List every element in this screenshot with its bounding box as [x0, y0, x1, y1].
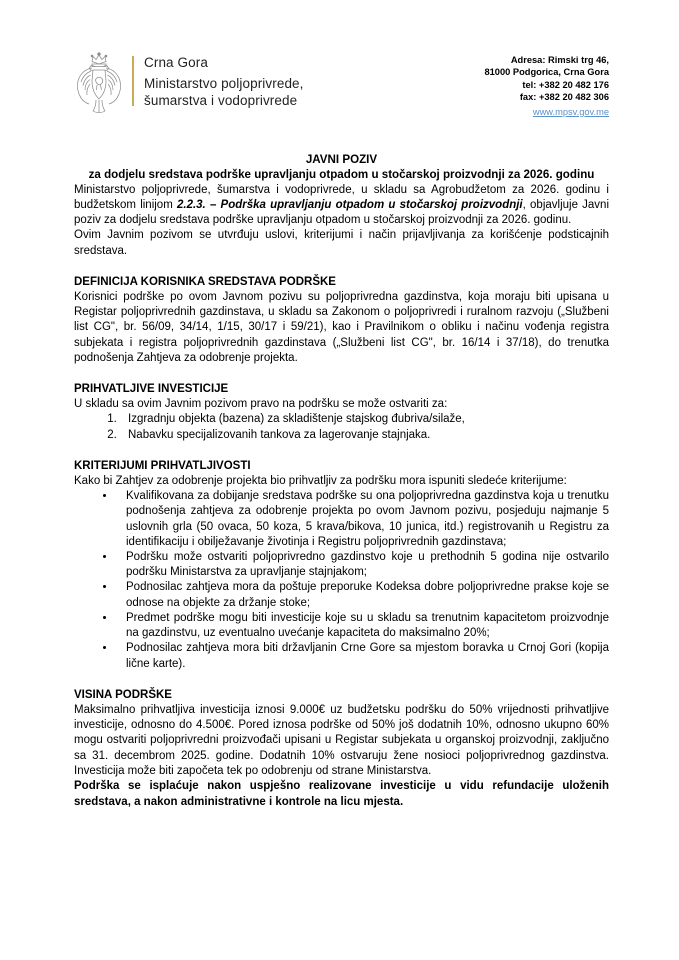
address-street: Adresa: Rimski trg 46, — [510, 55, 609, 65]
beneficiaries-paragraph: Korisnici podrške po ovom Javnom pozivu su poljoprivredna gazdinstva, koja moraju biti upisana u Registar poljoprivrednih gazdinstava, u skladu sa Zakonom o poljoprivredi i ruralnom razvoju („Službeni list CG", br. 56/09, 34/14, 1/15, 30/17 i 59/21), kao i Pravilnikom o obliku i načinu vođenja registra subjekata i registra poljoprivrednih gazdinstava („Službeni list CG", br. 16/14 i 37/18), do trenutka podnošenja Zahtjeva za odobrenje projekta. — [74, 291, 609, 364]
ministry-name-line2: šumarstva i vodoprivrede — [144, 93, 298, 108]
country-name: Crna Gora — [144, 55, 208, 70]
ministry-name — [144, 75, 304, 109]
criteria-lead: Kako bi Zahtjev za odobrenje projekta bio prihvatljiv za podršku mora ispuniti sledeće kriterijume: — [74, 475, 567, 488]
address-city: 81000 Podgorica, Crna Gora — [484, 67, 609, 78]
title-line-1: JAVNI POZIV — [305, 153, 378, 166]
section-heading-investments: PRIHVATLJIVE INVESTICIJE — [74, 383, 229, 396]
section-heading-criteria: KRITERIJUMI PRIHVATLJIVOSTI — [74, 459, 251, 472]
ministry-name-block — [144, 52, 304, 109]
address-fax: fax: +382 20 482 306 — [519, 92, 609, 103]
title-line-2: za dodjelu sredstava podrške upravljanju otpadom u stočarskoj proizvodnji za 2026. godinu — [88, 168, 595, 182]
list-item: • Podnosilac zahtjeva mora biti državljanin Crne Gore sa mjestom boravka u Crnoj Gori (kopija lične karte). — [116, 641, 609, 671]
intro-part-2: , objavljuje Javni poziv za dodjelu sredstava podrške upravljanju otpadom u stočarskoj proizvodnji za 2026. godinu. — [74, 199, 610, 227]
section-heading-beneficiaries: DEFINICIJA KORISNIKA SREDSTAVA PODRŠKE — [74, 275, 336, 288]
contact-address-block — [484, 52, 609, 118]
criteria-list — [74, 489, 609, 671]
page-title — [74, 152, 609, 183]
list-item: 1. Izgradnju objekta (bazena) za skladištenje stajskog đubriva/silaže, — [120, 412, 609, 427]
list-item: • Podnosilac zahtjeva mora da poštuje preporuke Kodeksa dobre poljoprivredne prakse koje se odnose na objekte za držanje stoke; — [116, 580, 609, 610]
intro-part-1: Ministarstvo poljoprivrede, šumarstva i vodoprivrede, u skladu sa Agrobudžetom za 2026. godinu i budžetskom linijom — [74, 183, 609, 212]
website-link[interactable]: www.mpsv.gov.me — [532, 106, 609, 117]
ministry-branding — [74, 52, 304, 114]
coat-of-arms-icon — [74, 52, 124, 114]
document-header — [74, 52, 609, 134]
section-heading-support-amount: VISINA PODRŠKE — [74, 688, 172, 701]
brand-divider — [132, 56, 134, 106]
support-amount-paragraph: Maksimalno prihvatljiva investicija iznosi 9.000€ uz budžetsku podršku do 50% vrijednosti prihvatljive investicije, odnosno do 4.500€. Pored iznosa podrške od 50% još dodatnih 10%, odnosno ukupno 60% mogu ostvariti poljoprivredni proizvođači upisani u Registar subjekata u organskoj proizvodnji, zaključno sa 31. decembrom 2025. godine. Dodatnih 10% ostvaruju žene nosioci poljoprivrednog gazdinstva. Investicija može biti započeta tek po odobrenju od strane Ministarstva. — [74, 703, 609, 777]
ministry-name-line1: Ministarstvo poljoprivrede, — [144, 76, 304, 91]
list-item: • Podršku može ostvariti poljoprivredno gazdinstvo koje u prethodnih 5 godina nije ostvarilo podršku Ministarstva za upravljanje stajnjakom; — [116, 550, 609, 580]
investments-lead: U skladu sa ovim Javnim pozivom pravo na podršku se može ostvariti za: — [74, 398, 448, 411]
list-item: 2. Nabavku specijalizovanih tankova za lagerovanje stajnjaka. — [120, 428, 609, 443]
intro-paragraph — [74, 183, 609, 229]
closing-paragraph: Podrška se isplaćuje nakon uspješno realizovane investicije u vidu refundacije uloženih sredstava, a nakon administrativne i kontrole na licu mjesta. — [74, 779, 609, 808]
address-telephone: tel: +382 20 482 176 — [522, 79, 609, 90]
investments-list — [74, 412, 609, 442]
list-item: • Predmet podrške mogu biti investicije koje su u skladu sa trenutnim kapacitetom proizvodnje na gazdinstvu, uz eventualno uvećanje kapaciteta do maksimalno 20%; — [116, 611, 609, 641]
list-item: • Kvalifikovana za dobijanje sredstava podrške su ona poljoprivredna gazdinstva koja u trenutku podnošenja zahtjeva za odobrenje projekta po ovom Javnom pozivu, posjeduju najmanje 5 uslovnih grla (50 ovaca, 50 koza, 5 krava/bikova, 10 junica, itd.) registrovanih u Registru za identifikaciju i obilježavanje životinja i Registru poljoprivrednih gazdinstava; — [116, 489, 609, 550]
budget-line-reference: 2.2.3. – Podrška upravljanju otpadom u stočarskoj proizvodnji — [176, 199, 523, 212]
purpose-paragraph: Ovim Javnim pozivom se utvrđuju uslovi, kriterijumi i način prijavljivanja za korišćenje podsticajnih sredstava. — [74, 229, 609, 257]
